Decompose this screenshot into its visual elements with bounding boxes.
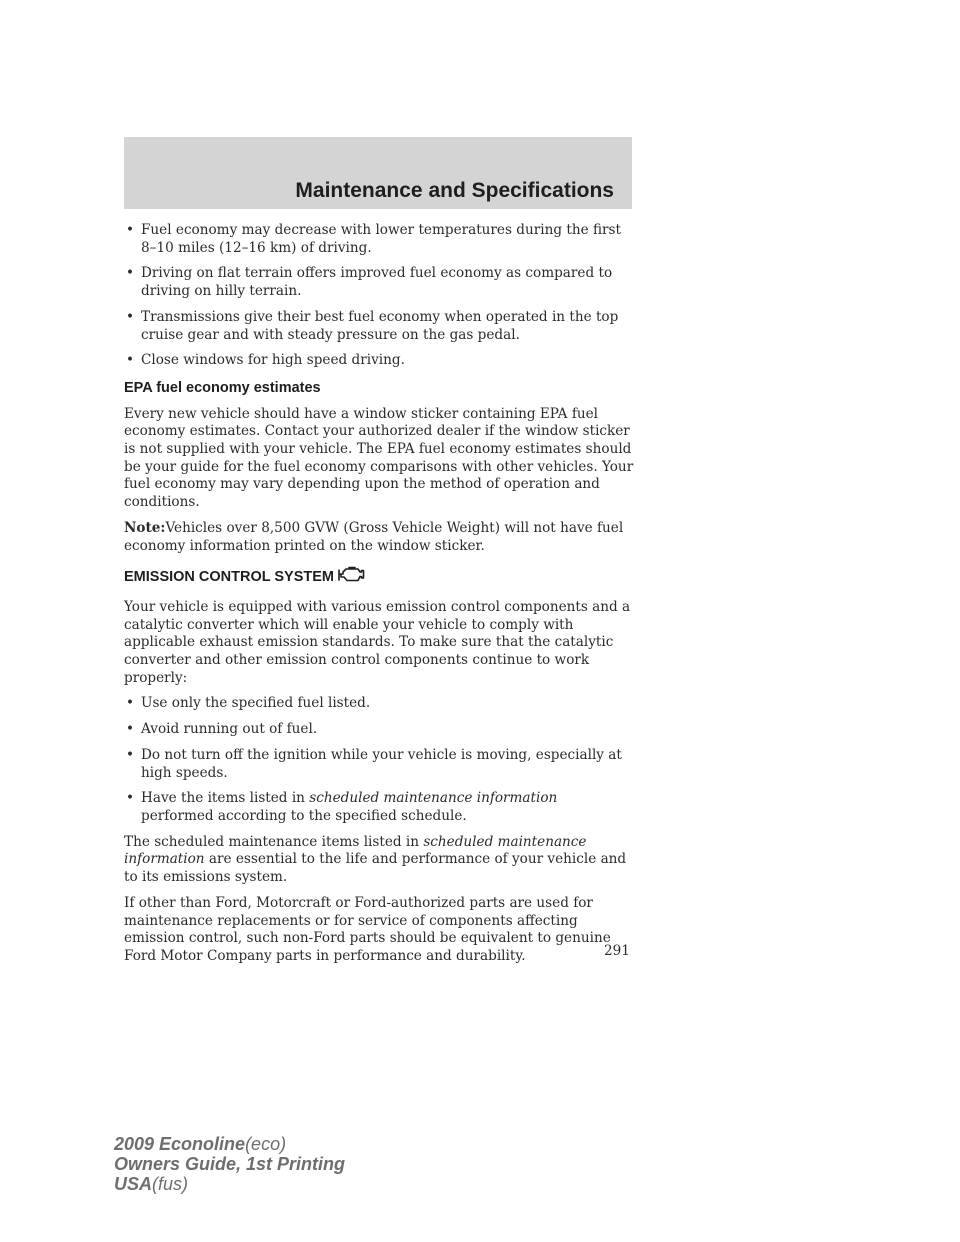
list-item: • Avoid running out of fuel. xyxy=(124,721,634,739)
footer-line-2 xyxy=(114,1154,345,1174)
list-item: • Transmissions give their best fuel economy when operated in the top cruise gear and with steady pressure on the gas pedal. xyxy=(124,309,634,344)
emission-intro: Your vehicle is equipped with various emission control components and a catalytic converter which will enable your vehicle to comply with applicable exhaust emission standards. To make sure that the catalytic converter and other emission control components continue to work properly: xyxy=(124,598,631,686)
note-paragraph xyxy=(124,520,634,555)
footer-watermark xyxy=(114,1134,345,1194)
fuel-tips-list xyxy=(124,222,634,370)
footer-line-3 xyxy=(114,1174,345,1194)
footer-market: USA xyxy=(114,1174,153,1194)
emission-tips-list xyxy=(124,695,634,825)
footer-line-1 xyxy=(114,1134,345,1154)
list-item: • Do not turn off the ignition while your vehicle is moving, especially at high speeds. xyxy=(124,747,634,782)
epa-heading-text: EPA fuel economy estimates xyxy=(124,379,321,396)
schedule-reference: scheduled maintenance information xyxy=(309,790,558,807)
item-text: performed according to the specified schedule. xyxy=(141,807,467,824)
page-content xyxy=(124,222,634,974)
footer-market-code: (fus) xyxy=(152,1174,189,1194)
check-engine-icon xyxy=(337,565,367,591)
epa-paragraph: Every new vehicle should have a window sticker containing EPA fuel economy estimates. Contact your authorized dealer if the window sticker is not supplied with your vehicle. The EPA fuel economy estimates should be your guide for the fuel economy comparisons with other vehicles. Your fuel economy may vary depending upon the method of operation and conditions. xyxy=(124,405,634,511)
footer-edition: Owners Guide, 1st Printing xyxy=(114,1154,346,1174)
footer-model-code: (eco) xyxy=(245,1134,287,1154)
item-text: Have the items listed in xyxy=(141,790,310,807)
list-item: • Fuel economy may decrease with lower temperatures during the first 8–10 miles (12–16 km) of driving. xyxy=(124,222,634,257)
list-item: • Close windows for high speed driving. xyxy=(124,352,634,370)
list-item: • Use only the specified fuel listed. xyxy=(124,695,634,713)
page-header-title: Maintenance and Specifications xyxy=(295,179,614,202)
para-text: are essential to the life and performance of your vehicle and to its emissions system. xyxy=(124,851,627,886)
epa-heading xyxy=(124,380,634,398)
parts-paragraph: If other than Ford, Motorcraft or Ford-authorized parts are used for maintenance replacements or for service of components affecting emission control, such non-Ford parts should be equivalent to genuine Ford Motor Company parts in performance and durability. xyxy=(124,894,611,964)
page-number: 291 xyxy=(604,943,630,959)
footer-model: 2009 Econoline xyxy=(114,1134,246,1154)
schedule-reference: scheduled maintenance information xyxy=(124,833,587,868)
emission-heading xyxy=(124,565,634,591)
list-item xyxy=(124,790,634,825)
header-band xyxy=(124,137,632,209)
maintenance-paragraph xyxy=(124,834,634,887)
para-text: The scheduled maintenance items listed in xyxy=(124,833,424,850)
emission-heading-text: EMISSION CONTROL SYSTEM xyxy=(124,569,335,586)
note-label: Note: xyxy=(124,519,166,536)
list-item: • Driving on flat terrain offers improved fuel economy as compared to driving on hilly terrain. xyxy=(124,265,634,300)
note-text: Vehicles over 8,500 GVW (Gross Vehicle Weight) will not have fuel economy information printed on the window sticker. xyxy=(124,519,624,554)
